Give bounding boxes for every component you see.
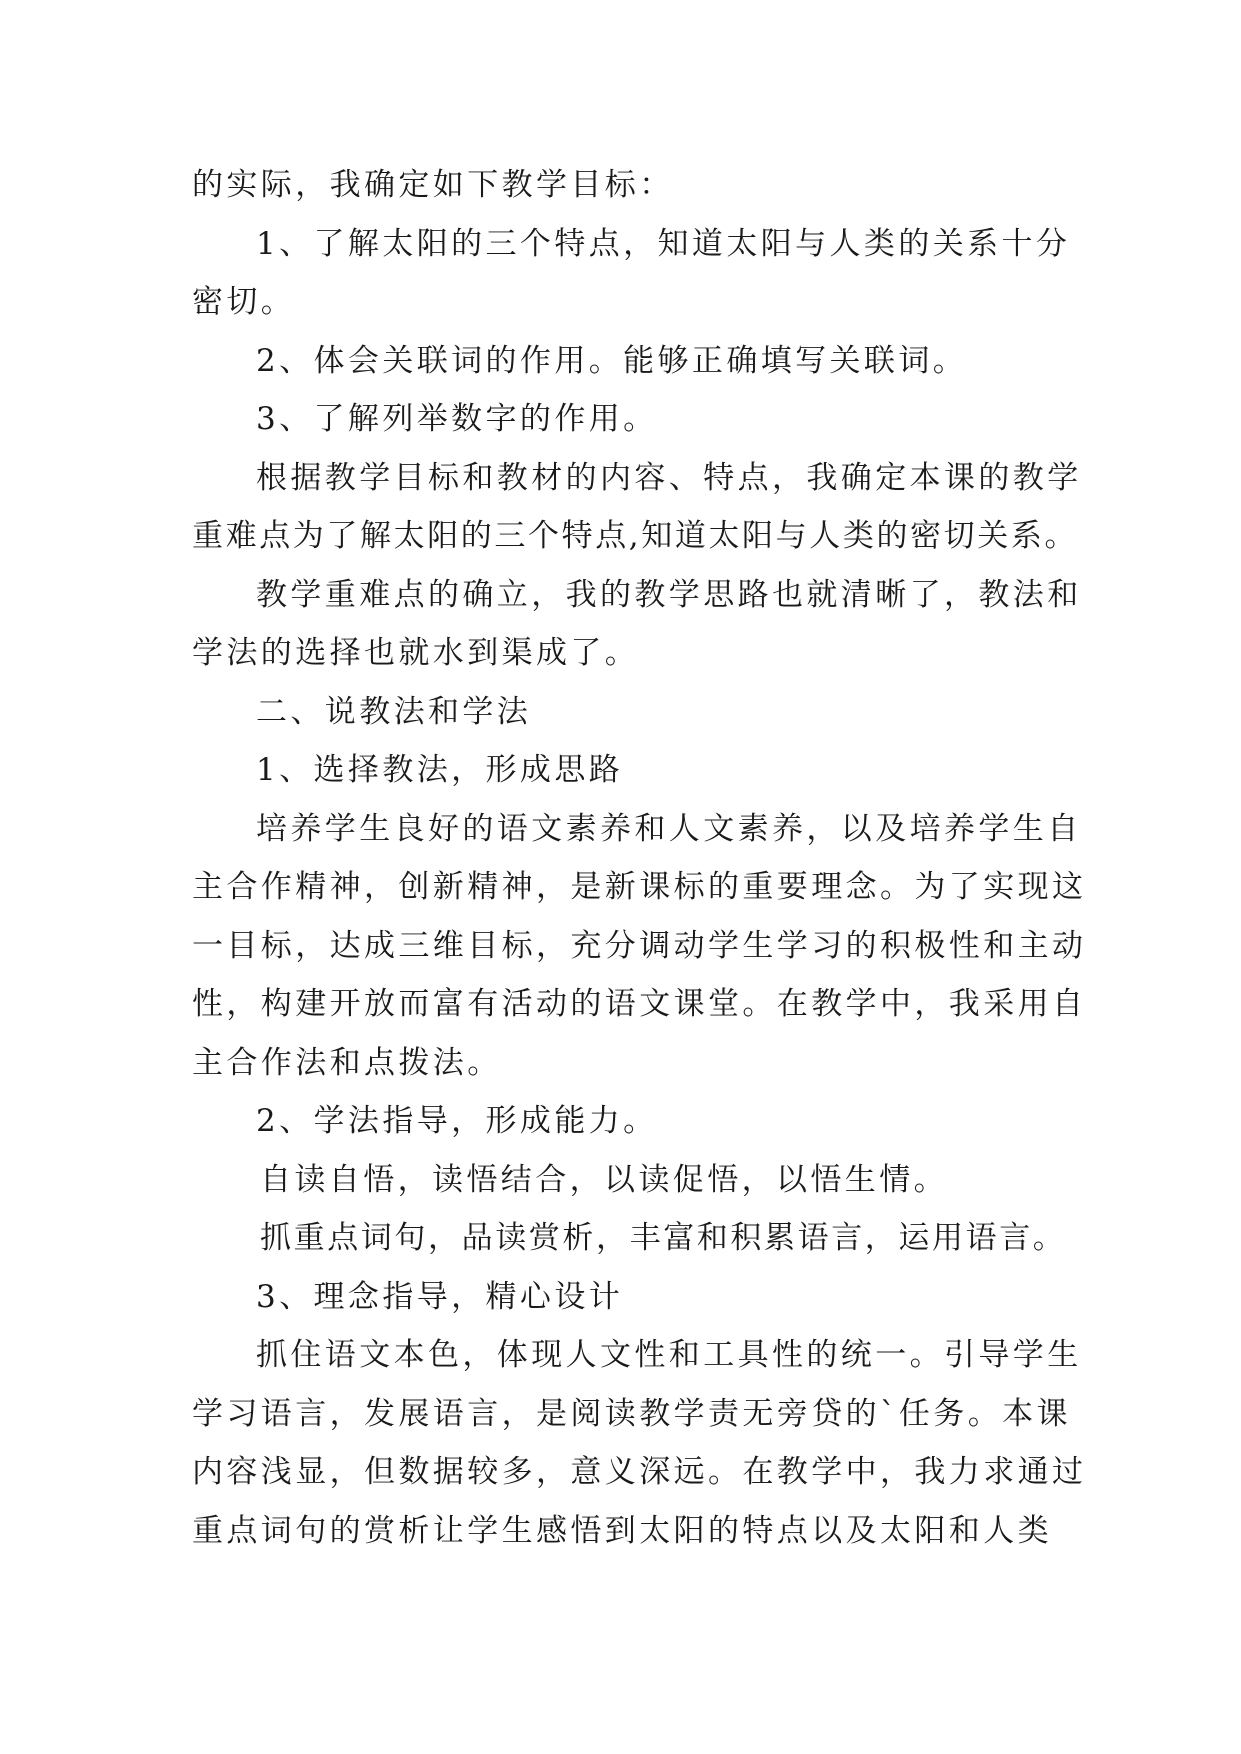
text-line: 内容浅显，但数据较多，意义深远。在教学中，我力求通过 [192, 1454, 1087, 1490]
text-line: 主合作法和点拨法。 [192, 1044, 502, 1081]
text-line: 密切。 [192, 284, 296, 320]
subsection-heading: 1、选择教法，形成思路 [256, 752, 624, 788]
text-line: 重难点为了解太阳的三个特点,知道太阳与人类的密切关系。 [192, 518, 1079, 554]
document-body [192, 156, 1087, 1560]
text-line: 性，构建开放而富有活动的语文课堂。在教学中，我采用自 [192, 986, 1087, 1022]
text-line: 2、体会关联词的作用。能够正确填写关联词。 [256, 342, 968, 379]
text-line: 主合作精神，创新精神，是新课标的重要理念。为了实现这 [192, 869, 1087, 905]
text-line: 一目标，达成三维目标，充分调动学生学习的积极性和主动 [192, 927, 1087, 964]
text-line: 1、了解太阳的三个特点，知道太阳与人类的关系十分 [256, 225, 1071, 262]
section-heading: 二、说教法和学法 [256, 693, 532, 730]
subsection-heading: 2、学法指导，形成能力。 [256, 1103, 658, 1139]
text-line: 学法的选择也就水到渠成了。 [192, 635, 640, 671]
text-line: 学习语言，发展语言，是阅读教学责无旁贷的`任务。本课 [192, 1395, 1071, 1432]
subsection-heading: 3、理念指导，精心设计 [256, 1278, 624, 1315]
text-line: 教学重难点的确立，我的教学思路也就清晰了，教法和 [256, 576, 1082, 613]
text-line: 抓重点词句，品读赏析，丰富和积累语言，运用语言。 [260, 1220, 1067, 1256]
text-line: 培养学生良好的语文素养和人文素养，以及培养学生自 [256, 810, 1082, 847]
text-line: 自读自悟，读悟结合，以读促悟，以悟生情。 [260, 1161, 948, 1198]
text-line: 根据教学目标和教材的内容、特点，我确定本课的教学 [256, 459, 1082, 496]
text-line: 3、了解列举数字的作用。 [256, 401, 658, 437]
text-line: 重点词句的赏析让学生感悟到太阳的特点以及太阳和人类 [192, 1512, 1052, 1549]
text-line: 抓住语文本色，体现人文性和工具性的统一。引导学生 [256, 1337, 1082, 1373]
text-line: 的实际，我确定如下教学目标： [192, 167, 674, 203]
